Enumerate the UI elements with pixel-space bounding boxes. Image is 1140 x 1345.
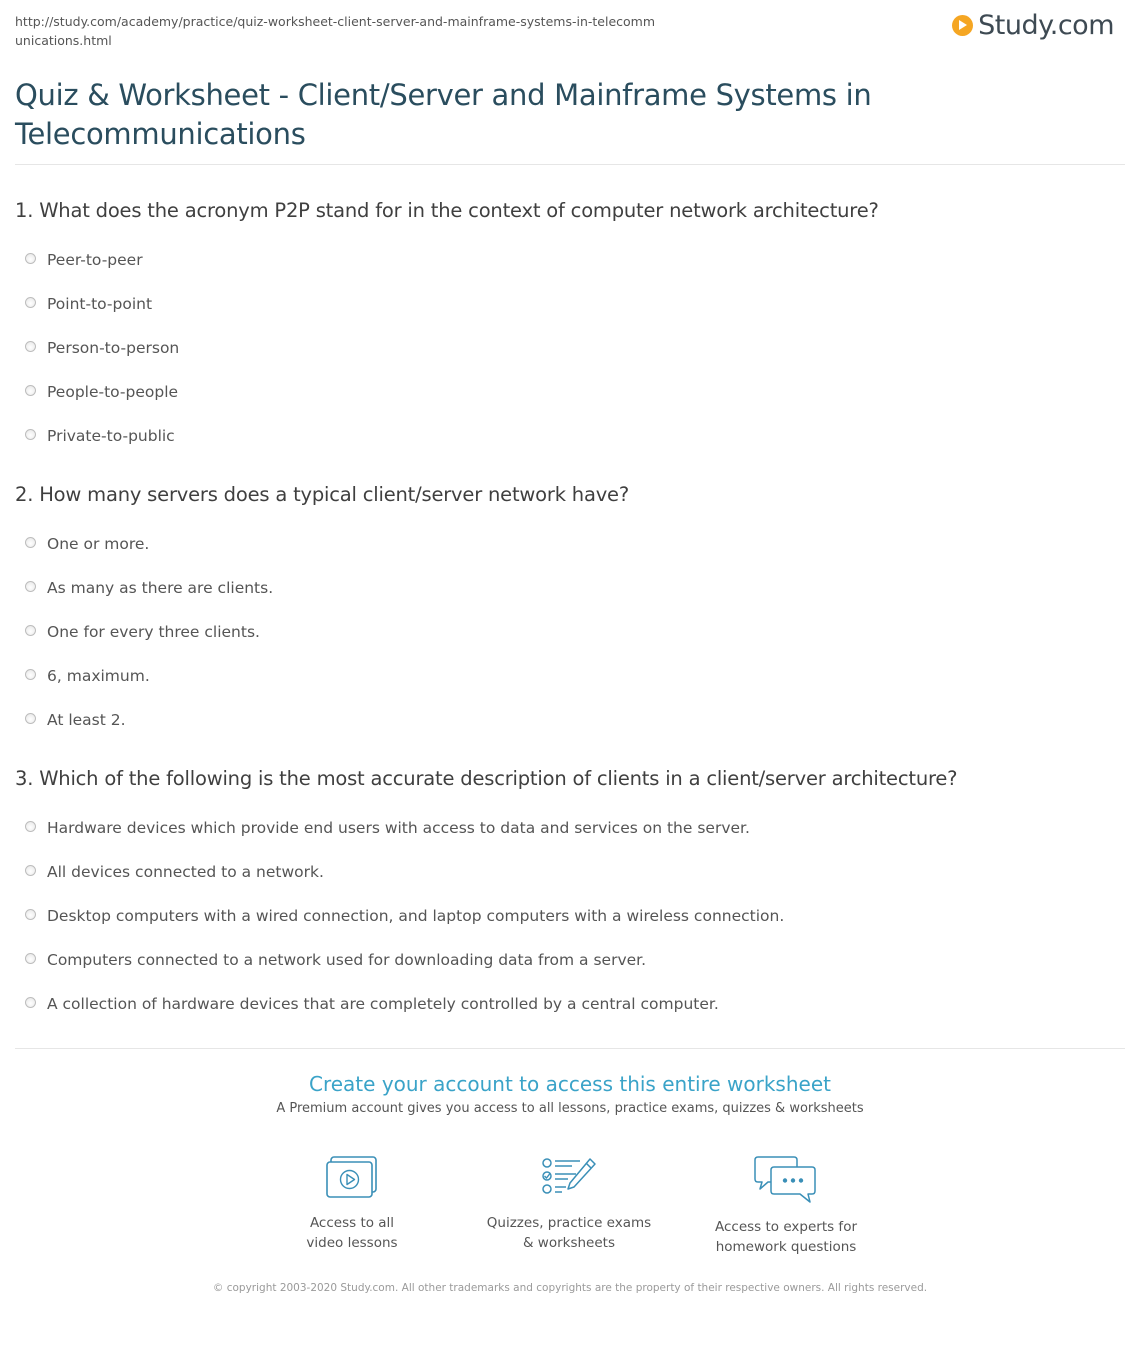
answer-label: Private-to-public	[47, 427, 175, 445]
feature-quizzes	[469, 1155, 669, 1253]
feature-video-lessons	[252, 1155, 452, 1253]
page-title: Quiz & Worksheet - Client/Server and Mainframe Systems in Telecommunications	[15, 78, 872, 151]
answer-option[interactable]	[15, 982, 1125, 1026]
radio-button[interactable]	[25, 253, 36, 264]
answer-option[interactable]	[15, 610, 1125, 654]
radio-button[interactable]	[25, 997, 36, 1008]
cta-subtitle: A Premium account gives you access to all lessons, practice exams, quizzes & worksheets	[276, 1101, 864, 1116]
question-2	[15, 482, 1125, 742]
question-text: 1. What does the acronym P2P stand for in the context of computer network architecture?	[15, 199, 879, 222]
answer-label: 6, maximum.	[47, 667, 150, 685]
radio-button[interactable]	[25, 713, 36, 724]
question-3	[15, 766, 1125, 1026]
radio-button[interactable]	[25, 537, 36, 548]
radio-button[interactable]	[25, 429, 36, 440]
feature-experts	[686, 1155, 886, 1257]
answer-label: Peer-to-peer	[47, 251, 143, 269]
answer-label: Person-to-person	[47, 339, 180, 357]
answer-option[interactable]	[15, 850, 1125, 894]
feature-label-line: video lessons	[306, 1235, 398, 1251]
logo-text: Study.com	[978, 9, 1114, 41]
source-url: http://study.com/academy/practice/quiz-worksheet-client-server-and-mainframe-systems-in-telecommunications.html	[15, 14, 656, 48]
radio-button[interactable]	[25, 341, 36, 352]
feature-label-line: Quizzes, practice exams	[486, 1215, 652, 1231]
feature-label-line: Access to all	[309, 1215, 395, 1231]
answer-option[interactable]	[15, 938, 1125, 982]
answer-options	[15, 806, 1125, 1026]
answer-label: A collection of hardware devices that are completely controlled by a central computer.	[47, 995, 719, 1013]
answer-option[interactable]	[15, 238, 1125, 282]
answer-option[interactable]	[15, 654, 1125, 698]
answer-label: Computers connected to a network used for downloading data from a server.	[47, 951, 647, 969]
answer-option[interactable]	[15, 698, 1125, 742]
study-logo[interactable]	[952, 7, 1114, 43]
answer-option[interactable]	[15, 566, 1125, 610]
premium-features	[0, 1155, 1140, 1255]
radio-button[interactable]	[25, 953, 36, 964]
radio-button[interactable]	[25, 669, 36, 680]
answer-option[interactable]	[15, 806, 1125, 850]
radio-button[interactable]	[25, 297, 36, 308]
answer-label: As many as there are clients.	[47, 579, 274, 597]
question-text: 2. How many servers does a typical client/server network have?	[15, 483, 629, 506]
answer-option[interactable]	[15, 414, 1125, 458]
feature-label-line: homework questions	[715, 1239, 857, 1255]
answer-option[interactable]	[15, 370, 1125, 414]
radio-button[interactable]	[25, 909, 36, 920]
play-circle-icon	[952, 15, 973, 36]
divider	[15, 1048, 1125, 1049]
video-lesson-icon	[326, 1155, 378, 1201]
answer-option[interactable]	[15, 894, 1125, 938]
quiz-checklist-icon	[540, 1155, 598, 1201]
answer-option[interactable]	[15, 326, 1125, 370]
copyright-text: © copyright 2003-2020 Study.com. All other trademarks and copyrights are the property of their respective owners. All rights reserved.	[212, 1282, 928, 1294]
radio-button[interactable]	[25, 625, 36, 636]
cta-title-link[interactable]: Create your account to access this entire worksheet	[309, 1072, 831, 1096]
question-1	[15, 198, 1125, 458]
radio-button[interactable]	[25, 821, 36, 832]
answer-label: One for every three clients.	[47, 623, 260, 641]
answer-label: All devices connected to a network.	[47, 863, 324, 881]
answer-label: At least 2.	[47, 711, 126, 729]
answer-label: Hardware devices which provide end users with access to data and services on the server.	[47, 819, 750, 837]
premium-cta	[0, 1070, 1140, 1118]
answer-label: Desktop computers with a wired connection, and laptop computers with a wireless connection.	[47, 907, 785, 925]
answer-label: One or more.	[47, 535, 150, 553]
answer-options	[15, 522, 1125, 742]
question-text: 3. Which of the following is the most accurate description of clients in a client/server architecture?	[15, 767, 958, 790]
answer-label: People-to-people	[47, 383, 179, 401]
feature-label-line: Access to experts for	[714, 1219, 857, 1235]
answer-options	[15, 238, 1125, 458]
answer-option[interactable]	[15, 522, 1125, 566]
radio-button[interactable]	[25, 581, 36, 592]
chat-bubbles-icon	[754, 1155, 818, 1205]
radio-button[interactable]	[25, 865, 36, 876]
radio-button[interactable]	[25, 385, 36, 396]
answer-option[interactable]	[15, 282, 1125, 326]
feature-label-line: & worksheets	[522, 1235, 615, 1251]
answer-label: Point-to-point	[47, 295, 153, 313]
divider	[15, 164, 1125, 165]
